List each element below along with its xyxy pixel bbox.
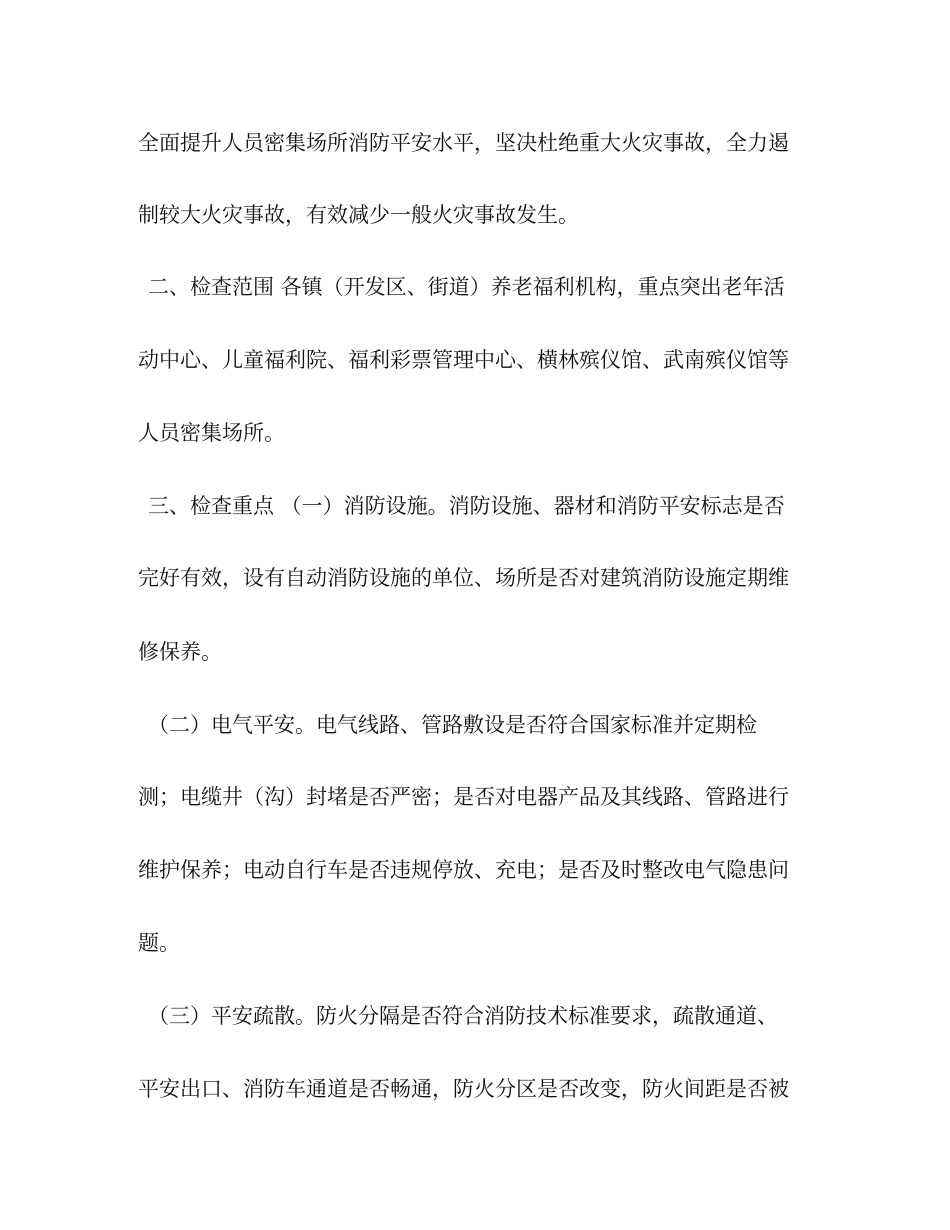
text-line: 修保养。 (138, 640, 222, 664)
text-line: 平安出口、消防车通道是否畅通，防火分区是否改变，防火间距是否被 (138, 1077, 789, 1101)
text-line: 人员密集场所。 (138, 421, 285, 445)
text-line: 制较大火灾事故，有效减少一般火灾事故发生。 (138, 203, 579, 227)
text-line: 全面提升人员密集场所消防平安水平，坚决杜绝重大火灾事故，全力遏 (138, 131, 789, 155)
text-line: 维护保养；电动自行车是否违规停放、充电；是否及时整改电气隐患问 (138, 858, 789, 882)
text-line: 完好有效，设有自动消防设施的单位、场所是否对建筑消防设施定期维 (138, 566, 789, 590)
subsection-evacuation: （三）平安疏散。防火分隔是否符合消防技术标准要求，疏散通道、 (148, 1004, 778, 1028)
text-line: 题。 (138, 931, 180, 955)
subsection-electrical: （二）电气平安。电气线路、管路敷设是否符合国家标准并定期检 (148, 713, 757, 737)
text-line: 动中心、儿童福利院、福利彩票管理中心、横林殡仪馆、武南殡仪馆等 (138, 348, 789, 372)
text-line: 测；电缆井（沟）封堵是否严密；是否对电器产品及其线路、管路进行 (138, 785, 789, 809)
section-heading-focus: 三、检查重点 （一）消防设施。消防设施、器材和消防平安标志是否 (148, 494, 785, 518)
section-heading-scope: 二、检查范围 各镇（开发区、街道）养老福利机构，重点突出老年活 (148, 275, 785, 299)
